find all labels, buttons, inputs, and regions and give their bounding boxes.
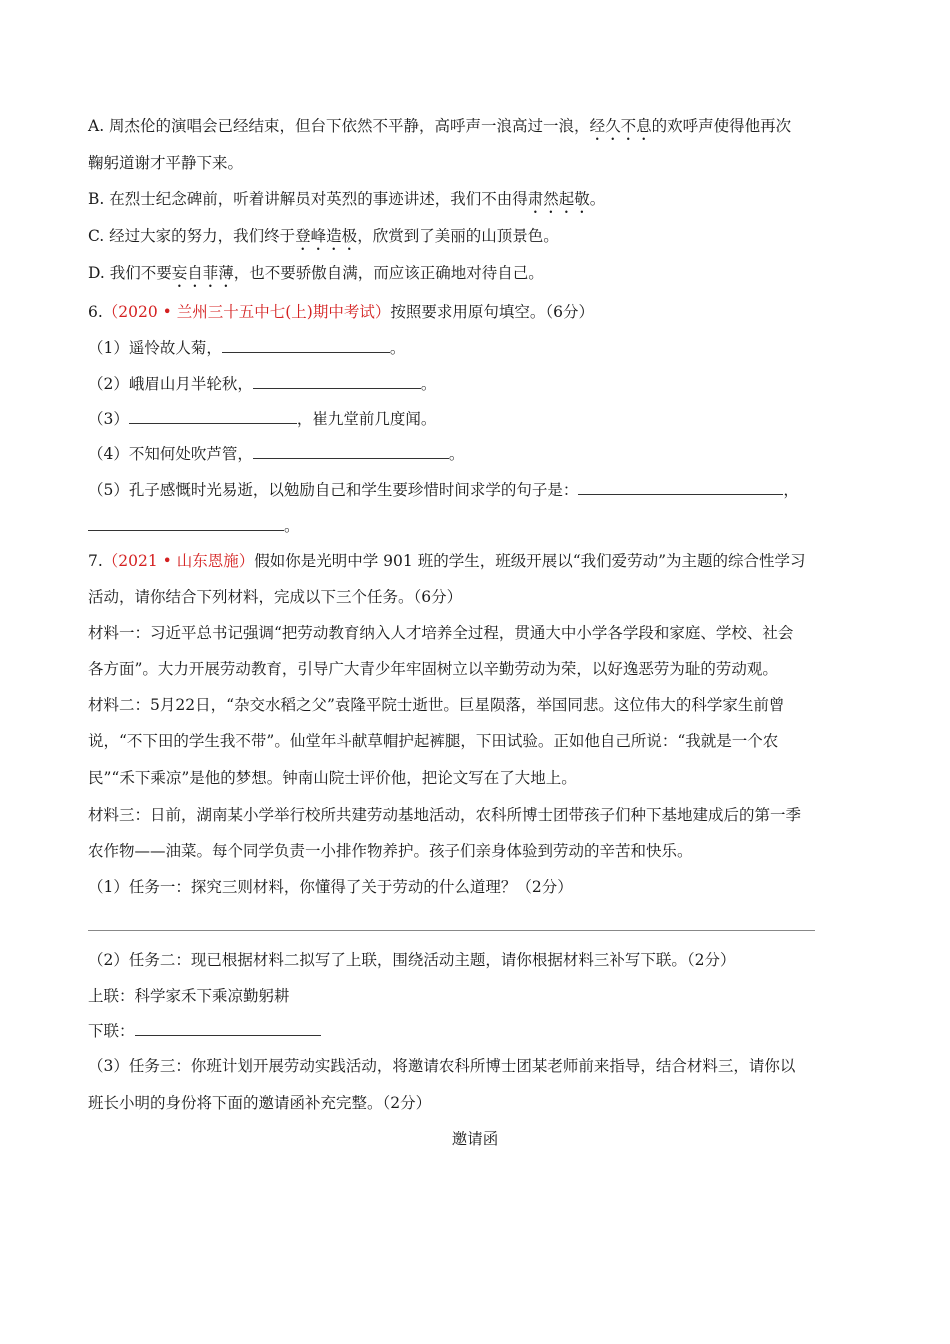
- option-d: D. 我们不要妄自菲薄，也不要骄傲自满，而应该正确地对待自己。: [88, 264, 544, 282]
- upper-couplet: 上联：科学家禾下乘凉勤躬耕: [88, 987, 290, 1005]
- idiom-su-ran-qi-jing: 肃然起敬: [527, 190, 590, 208]
- option-b: B. 在烈士纪念碑前，听着讲解员对英烈的事迹讲述，我们不由得肃然起敬。: [88, 190, 606, 208]
- q6-item-3: （3） ，崔九堂前几度闻。: [88, 410, 437, 428]
- material-2-line3: 民”“禾下乘凉”是他的梦想。钟南山院士评价他，把论文写在了大地上。: [88, 769, 577, 787]
- answer-blank[interactable]: [253, 444, 449, 459]
- answer-blank[interactable]: [88, 516, 284, 531]
- task-1-answer-line[interactable]: [88, 930, 815, 931]
- task-2: （2）任务二：现已根据材料二拟写了上联，围绕活动主题，请你根据材料三补写下联。（2分）: [88, 951, 736, 969]
- answer-blank[interactable]: [253, 374, 421, 389]
- idiom-jing-jiu-bu-xi: 经久不息: [589, 117, 652, 135]
- question-6-source: （2020 • 兰州三十五中七(上)期中考试）: [102, 303, 391, 321]
- material-3-line1: 材料三：日前，湖南某小学举行校所共建劳动基地活动，农科所博士团带孩子们种下基地建成后的第一季: [88, 806, 802, 824]
- idiom-deng-feng-zao-ji: 登峰造极: [295, 227, 358, 245]
- material-1-line2: 各方面”。大力开展劳动教育，引导广大青少年牢固树立以辛勤劳动为荣，以好逸恶劳为耻的劳动观。: [88, 660, 778, 678]
- answer-blank[interactable]: [222, 338, 390, 353]
- answer-blank[interactable]: [578, 480, 783, 495]
- lower-couplet: 下联：: [88, 1021, 321, 1041]
- q6-item-5: （5）孔子感慨时光易逝，以勉励自己和学生要珍惜时间求学的句子是： ，: [88, 481, 799, 499]
- question-6-header: 6.（2020 • 兰州三十五中七(上)期中考试）按照要求用原句填空。（6分）: [88, 303, 594, 321]
- option-c: C. 经过大家的努力，我们终于登峰造极，欣赏到了美丽的山顶景色。: [88, 227, 559, 245]
- option-a-line2: 鞠躬道谢才平静下来。: [88, 154, 244, 172]
- material-2-line1: 材料二：5月22日，“杂交水稻之父”袁隆平院士逝世。巨星陨落，举国同悲。这位伟大的科学家生前曾: [88, 696, 785, 714]
- idiom-wang-zi-fei-bo: 妄自菲薄: [171, 264, 234, 282]
- material-1-line1: 材料一：习近平总书记强调“把劳动教育纳入人才培养全过程，贯通大中小学各学段和家庭、学校、社会: [88, 624, 794, 642]
- material-2-line2: 说，“不下田的学生我不带”。仙堂年斗献草帽护起裤腿，下田试验。正如他自己所说：“我就是一个农: [88, 732, 779, 750]
- material-3-line2: 农作物——油菜。每个同学负责一小排作物养护。孩子们亲身体验到劳动的辛苦和快乐。: [88, 842, 693, 860]
- q6-item-1: （1）遥怜故人菊， 。: [88, 339, 406, 357]
- q6-item-4: （4）不知何处吹芦管， 。: [88, 445, 465, 463]
- question-7-source: （2021 • 山东恩施）: [102, 552, 255, 570]
- answer-blank[interactable]: [129, 409, 297, 424]
- task-3-line2: 班长小明的身份将下面的邀请函补充完整。（2分）: [88, 1094, 432, 1112]
- q6-item-5-continued: 。: [88, 516, 300, 536]
- question-7-stem-line2: 活动，请你结合下列材料，完成以下三个任务。（6分）: [88, 588, 463, 606]
- question-7-header: 7.（2021 • 山东恩施）假如你是光明中学 901 班的学生，班级开展以“我们爱劳动”为主题的综合性学习: [88, 552, 806, 570]
- lower-couplet-blank[interactable]: [135, 1021, 321, 1036]
- invitation-title: 邀请函: [451, 1130, 499, 1148]
- task-1: （1）任务一：探究三则材料，你懂得了关于劳动的什么道理？（2分）: [88, 878, 573, 896]
- option-a-line1: A. 周杰伦的演唱会已经结束，但台下依然不平静，高呼声一浪高过一浪，经久不息的欢呼声使得他再次: [88, 117, 792, 135]
- task-3-line1: （3）任务三：你班计划开展劳动实践活动，将邀请农科所博士团某老师前来指导，结合材料三，请你以: [88, 1057, 796, 1075]
- q6-item-2: （2）峨眉山月半轮秋， 。: [88, 375, 437, 393]
